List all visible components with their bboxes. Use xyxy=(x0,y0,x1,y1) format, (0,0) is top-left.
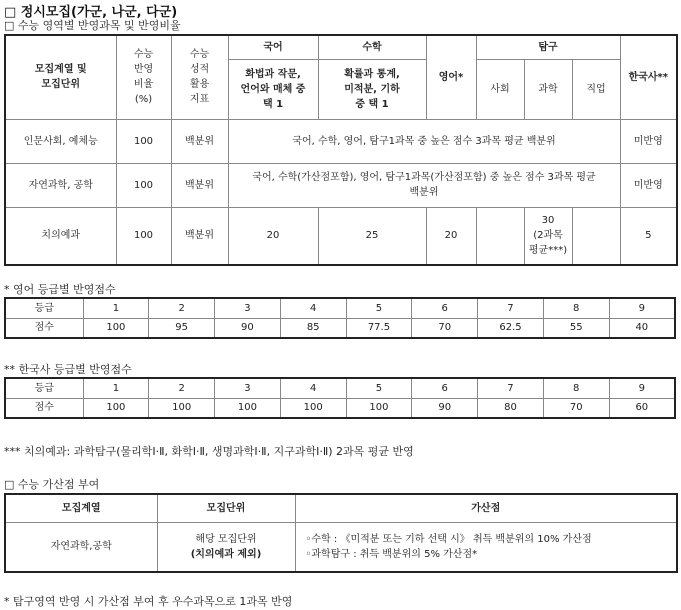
header-inquiry: 탐구 xyxy=(476,35,620,59)
header-korean: 국어 xyxy=(228,35,318,59)
score-cell: 100 xyxy=(346,398,412,418)
grade-cell: 4 xyxy=(280,378,346,398)
grade-cell: 1 xyxy=(83,378,149,398)
table-row xyxy=(5,119,677,163)
cell-merged: 국어, 수학(가산점포함), 영어, 탐구1과목(가산점포함) 중 높은 점수 3과목 평균 백분위 xyxy=(228,163,620,207)
table-row xyxy=(5,522,677,572)
score-cell: 62.5 xyxy=(478,318,544,338)
cell-unit: 인문사회, 예체능 xyxy=(5,119,116,163)
score-cell: 55 xyxy=(543,318,609,338)
score-row xyxy=(5,398,675,418)
cell-ratio: 100 xyxy=(116,163,171,207)
score-cell: 70 xyxy=(412,318,478,338)
cell-unit: 자연과학, 공학 xyxy=(5,163,116,207)
score-label: 점수 xyxy=(5,398,83,418)
score-cell: 95 xyxy=(149,318,215,338)
bonus-table xyxy=(4,493,678,573)
cell-index: 백분위 xyxy=(171,119,228,163)
cell-ratio: 100 xyxy=(116,119,171,163)
grade-cell: 5 xyxy=(346,378,412,398)
score-cell: 77.5 xyxy=(346,318,412,338)
score-cell: 100 xyxy=(83,398,149,418)
cell-social xyxy=(476,207,524,265)
section-heading-bonus: □ 수능 가산점 부여 xyxy=(4,478,100,491)
header-math-sub: 확률과 통계, 미적분, 기하 중 택 1 xyxy=(318,59,426,119)
score-cell: 90 xyxy=(215,318,281,338)
cell-index: 백분위 xyxy=(171,163,228,207)
grade-cell: 4 xyxy=(280,298,346,318)
cell-unit: 치의예과 xyxy=(5,207,116,265)
grade-cell: 8 xyxy=(543,298,609,318)
grade-row xyxy=(5,378,675,398)
grade-cell: 2 xyxy=(149,298,215,318)
cell-english: 20 xyxy=(426,207,476,265)
history-grade-table xyxy=(4,377,676,419)
grade-label: 등급 xyxy=(5,378,83,398)
table-row xyxy=(5,163,677,207)
page-title: □ 정시모집(가군, 나군, 다군) xyxy=(4,5,178,20)
bonus-detail-science: ◦과학탐구 : 취득 백분위의 5% 가산점* xyxy=(305,548,478,560)
score-row xyxy=(5,318,675,338)
header-social: 사회 xyxy=(476,59,524,119)
header-english: 영어* xyxy=(426,35,476,119)
score-cell: 70 xyxy=(543,398,609,418)
cell-merged: 국어, 수학, 영어, 탐구1과목 중 높은 점수 3과목 평균 백분위 xyxy=(228,119,620,163)
history-heading: ** 한국사 등급별 반영점수 xyxy=(4,363,132,376)
grade-cell: 7 xyxy=(478,378,544,398)
header-science: 과학 xyxy=(524,59,572,119)
header-unit: 모집계열 및 모집단위 xyxy=(5,35,116,119)
header-korean-sub: 화법과 작문, 언어와 매체 중 택 1 xyxy=(228,59,318,119)
header-history: 한국사** xyxy=(620,35,677,119)
grade-cell: 1 xyxy=(83,298,149,318)
cell-index: 백분위 xyxy=(171,207,228,265)
bonus-detail-math: ◦수학 : 《미적분 또는 기하 선택 시》 취득 백분위의 10% 가산점 xyxy=(305,533,592,545)
bonus-unit-line1: 해당 모집단위 xyxy=(195,533,257,545)
grade-row xyxy=(5,298,675,318)
score-cell: 100 xyxy=(215,398,281,418)
grade-cell: 9 xyxy=(609,298,675,318)
grade-cell: 6 xyxy=(412,298,478,318)
bonus-unit xyxy=(157,522,295,572)
cell-science: 30 (2과목 평균***) xyxy=(524,207,572,265)
score-cell: 100 xyxy=(280,398,346,418)
cell-vocational xyxy=(572,207,620,265)
grade-cell: 3 xyxy=(215,298,281,318)
score-cell: 40 xyxy=(609,318,675,338)
bonus-detail xyxy=(295,522,677,572)
header-ratio: 수능 반영 비율 (%) xyxy=(116,35,171,119)
grade-cell: 6 xyxy=(412,378,478,398)
cell-history: 미반영 xyxy=(620,163,677,207)
score-label: 점수 xyxy=(5,318,83,338)
cell-ratio: 100 xyxy=(116,207,171,265)
section-heading-ratio: □ 수능 영역별 반영과목 및 반영비율 xyxy=(4,19,181,32)
english-heading: * 영어 등급별 반영점수 xyxy=(4,283,116,296)
header-vocational: 직업 xyxy=(572,59,620,119)
bonus-note: * 탐구영역 반영 시 가산점 부여 후 우수과목으로 1과목 반영 xyxy=(4,595,293,608)
grade-cell: 5 xyxy=(346,298,412,318)
grade-cell: 8 xyxy=(543,378,609,398)
grade-cell: 2 xyxy=(149,378,215,398)
cell-korean: 20 xyxy=(228,207,318,265)
score-cell: 60 xyxy=(609,398,675,418)
english-grade-table xyxy=(4,297,676,339)
score-cell: 90 xyxy=(412,398,478,418)
score-cell: 85 xyxy=(280,318,346,338)
score-cell: 100 xyxy=(149,398,215,418)
grade-cell: 9 xyxy=(609,378,675,398)
grade-cell: 3 xyxy=(215,378,281,398)
cell-history: 5 xyxy=(620,207,677,265)
header-math: 수학 xyxy=(318,35,426,59)
dental-note: *** 치의예과: 과학탐구(물리학Ⅰ·Ⅱ, 화학Ⅰ·Ⅱ, 생명과학Ⅰ·Ⅱ, 지구과학Ⅰ·Ⅱ) 2과목 평균 반영 xyxy=(4,445,414,458)
cell-history: 미반영 xyxy=(620,119,677,163)
grade-label: 등급 xyxy=(5,298,83,318)
bonus-unit-line2: (치의예과 제외) xyxy=(190,548,262,560)
ratio-table xyxy=(4,34,678,266)
header-index: 수능 성적 활용 지표 xyxy=(171,35,228,119)
bonus-field: 자연과학,공학 xyxy=(5,522,157,572)
score-cell: 80 xyxy=(478,398,544,418)
bonus-header-field: 모집계열 xyxy=(5,494,157,522)
grade-cell: 7 xyxy=(478,298,544,318)
bonus-header-bonus: 가산점 xyxy=(295,494,677,522)
cell-math: 25 xyxy=(318,207,426,265)
score-cell: 100 xyxy=(83,318,149,338)
table-row xyxy=(5,207,677,265)
bonus-header-unit: 모집단위 xyxy=(157,494,295,522)
